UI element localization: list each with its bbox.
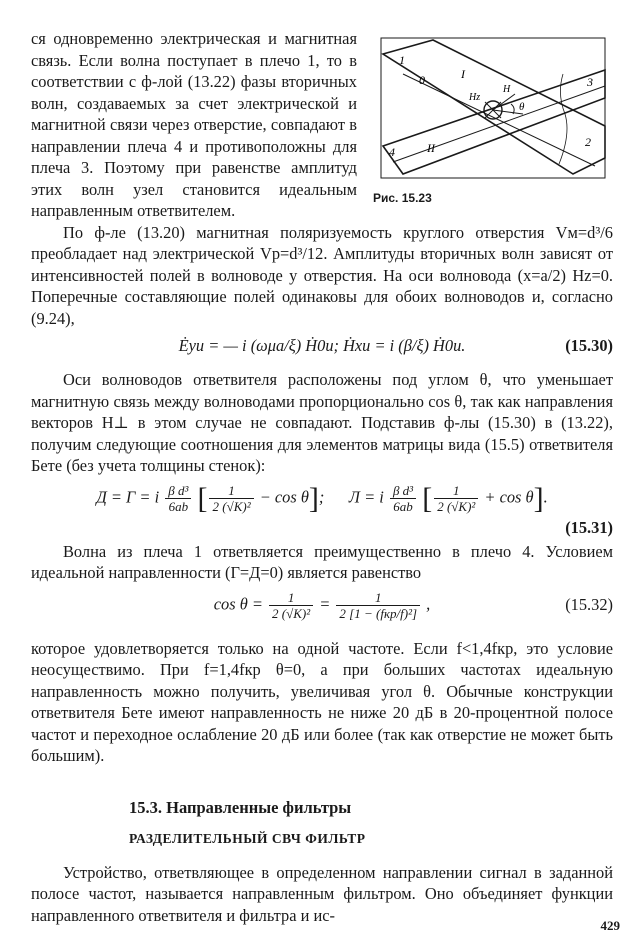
- equation-15-30-number: (15.30): [565, 336, 613, 355]
- figure-15-23: [373, 34, 613, 210]
- equation-15-32-body: cos θ = $\frac{1}{\text{2 (√K)²}}$ = $\frac{1}{\text{2 [1 − (fкр/f)²]}}$ ,: [213, 589, 431, 621]
- eq31-left-inner-num: 1: [209, 483, 253, 499]
- label-theta: θ: [519, 101, 525, 113]
- paragraph-intro: ся одновременно электрическая и магнитная связь. Если волна поступает в плечо 1, то в соответствии с ф-лой (13.22) фазы вторичных волн, создаваемых за счет электрической и магнитной связи через отверстие, совпадают в направлении плеча 4 и противоположны для плеча 3. Поэтому при равенстве амплитуд этих волн узел становится идеальным направленным ответвителем.: [31, 29, 357, 220]
- eq31-left-tail: − cos θ: [259, 486, 309, 506]
- paragraph-axes: Оси волноводов ответвителя расположены под углом θ, что уменьшает магнитную связь между волноводами пропорционально cos θ, так как направления векторов H⊥ в этом случае не совпадают. Подставив ф-лы (15.30) в (13.22), получим следующие соотношения для элементов матрицы вида (15.5) ответвителя Бете (без учета толщины стенок):: [31, 370, 613, 475]
- paragraph-polarizability: По ф-ле (13.20) магнитная поляризуемость круглого отверстия Vм=d³/6 преобладает над электрической Vр=d³/12. Амплитуды вторичных волн зависят от интенсивностей полей в волноводе у отверстия. На оси волновода (x=a/2) Hz=0. Поперечные составляющие полей одинаковы для обоих волноводов и, согласно (9.24),: [31, 222, 613, 328]
- label-h: H: [503, 84, 511, 95]
- paragraph-directivity: Волна из плеча 1 ответвляется преимущественно в плечо 4. Условием идеальной направленности (Г=Д=0) является равенство: [31, 541, 613, 582]
- subsection-heading: РАЗДЕЛИТЕЛЬНЫЙ СВЧ ФИЛЬТР: [129, 831, 366, 846]
- page-number: 429: [600, 917, 620, 933]
- label-waveguide-II: II: [427, 141, 435, 155]
- eq31-right-num: β d³: [390, 483, 416, 499]
- eq31-right-lhs: Л = i: [348, 486, 384, 506]
- eq31-right-den: 6ab: [393, 498, 413, 514]
- label-arm-4: 4: [389, 145, 395, 159]
- label-arm-2: 2: [585, 135, 591, 149]
- eq32-mid: =: [319, 593, 331, 613]
- eq31-right-frac: [390, 483, 416, 514]
- page-body: [31, 28, 613, 926]
- label-arm-1: 1: [399, 53, 405, 67]
- eq32-frac-2-num: 1: [336, 590, 420, 606]
- eq32-frac-2-den: 2 [1 − (fкр/f)²]: [339, 605, 418, 621]
- eq31-left-frac: [165, 483, 191, 514]
- eq32-frac-1: [269, 590, 313, 621]
- eq31-right-tail: + cos θ: [484, 486, 534, 506]
- equation-15-31-number: (15.31): [565, 517, 613, 537]
- eq31-left-inner-den: 2 (√K)²: [212, 498, 251, 514]
- eq31-left-num: β d³: [165, 483, 191, 499]
- eq31-left-inner: [209, 483, 253, 514]
- figure-caption: Рис. 15.23: [373, 191, 432, 205]
- section-heading: 15.3. Направленные фильтры: [129, 797, 352, 817]
- equation-15-32-number: (15.32): [565, 594, 613, 614]
- paragraph-directional-filter: Устройство, ответвляющее в определенном направлении сигнал в заданной полосе частот, называется направленным фильтром. Оно объединяет функции направленного ответвителя и фильтра и ис-: [31, 862, 613, 925]
- eq31-right-inner-den: 2 (√K)²: [437, 498, 476, 514]
- equation-15-32: [31, 584, 613, 638]
- eq32-frac-2: [336, 590, 420, 621]
- eq31-left-lhs: Д = Г = i: [96, 486, 160, 506]
- eq32-frac-1-num: 1: [269, 590, 313, 606]
- eq31-left-den: 6ab: [168, 498, 189, 514]
- equation-15-30-body: Ėyи = — i (ωμa/ξ) Ḣ0и; Ḣxи = i (β/ξ) Ḣ0и.: [178, 336, 466, 355]
- paragraph-conditions: которое удовлетворяется только на одной частоте. Если f<1,4fкр, это условие неосуществимо. При f=1,4fкр θ=0, а при больших частотах идеальную направленность можно получить, увеличивая угол θ. Обычные конструкции ответвителя Бете имеют направленность не ниже 20 дБ в 20-процентной полосе частот и переходное ослабление 20 дБ или более (так как отверстие не может быть большим).: [31, 638, 613, 765]
- waveguide-diagram: [373, 34, 613, 184]
- label-zero: 0: [419, 73, 425, 87]
- label-waveguide-I: I: [461, 67, 465, 81]
- equation-15-31-body: Д = Г = i $\frac{\text{β d³}}{6ab}$ [ $\frac{1}{\text{2 (√K)²}}$ − cos θ]; Л = i $\frac{\text{β d³}}{6ab}$ [ $\frac{1}{\text{2 (√K)²}}$ + cos θ].: [96, 481, 548, 515]
- label-hz: Hz: [469, 92, 481, 103]
- eq32-frac-1-den: 2 (√K)²: [272, 605, 311, 621]
- label-arm-3: 3: [587, 75, 593, 89]
- equation-15-31: [31, 477, 613, 541]
- equation-15-30: [31, 329, 613, 369]
- eq31-right-inner: [434, 483, 478, 514]
- eq32-lhs: cos θ =: [213, 593, 263, 613]
- eq31-right-inner-num: 1: [434, 483, 478, 499]
